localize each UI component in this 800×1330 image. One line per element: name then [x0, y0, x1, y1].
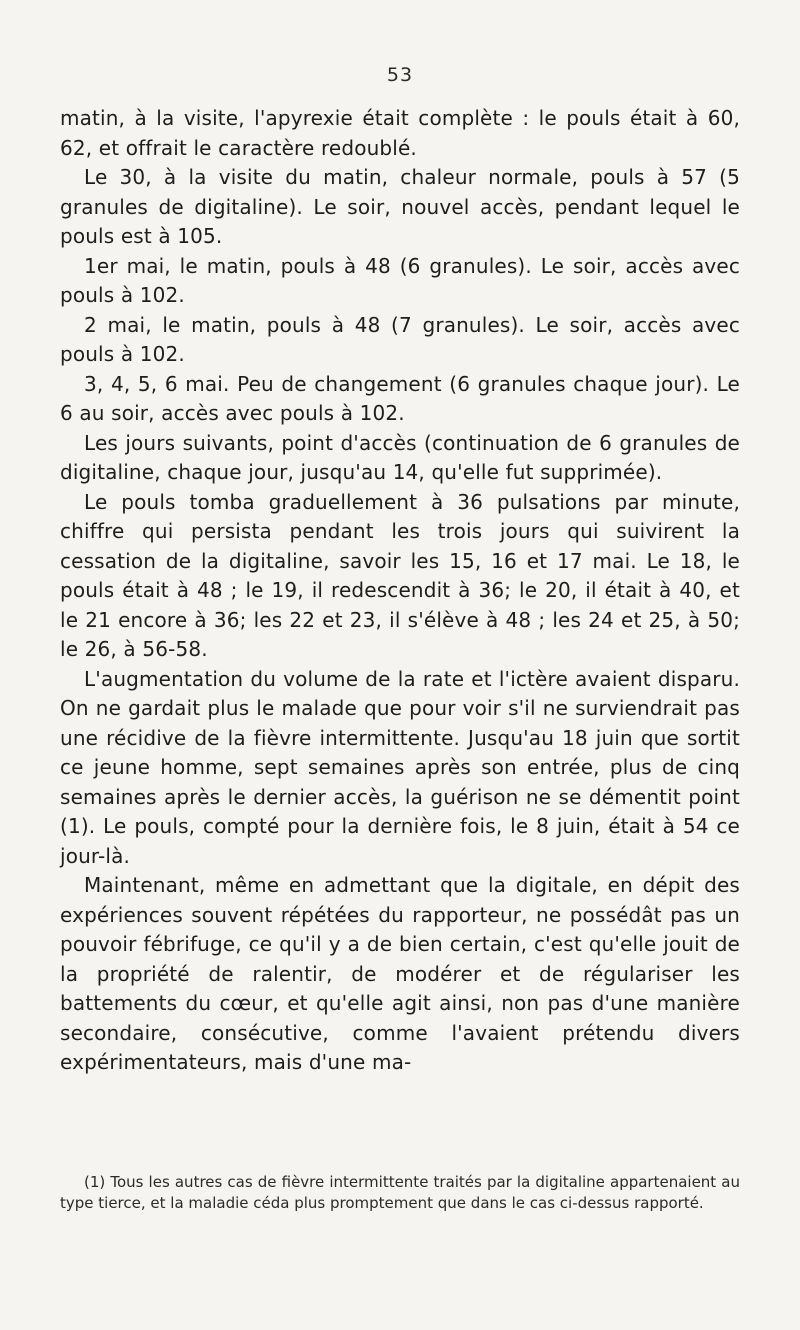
paragraph: 3, 4, 5, 6 mai. Peu de changement (6 granules chaque jour). Le 6 au soir, accès avec pouls à 102.	[60, 371, 740, 425]
paragraph: Le pouls tomba graduellement à 36 pulsations par minute, chiffre qui persista pendant les trois jours qui suivirent la cessation de la digitaline, savoir les 15, 16 et 17 mai. Le 18, le pouls était à 48 ; le 19, il redescendit à 36; le 20, il était à 40, et le 21 encore à 36; les 22 et 23, il s'élève à 48 ; les 24 et 25, à 50; le 26, à 56-58.	[60, 489, 740, 661]
page-number: 53	[386, 64, 414, 86]
paragraph: Maintenant, même en admettant que la digitale, en dépit des expériences souvent répétées du rapporteur, ne possédât pas un pouvoir fébrifuge, ce qu'il y a de bien certain, c'est qu'elle jouit de la propriété de ralentir, de modérer et de régulariser les battements du cœur, et qu'elle agit ainsi, non pas d'une manière secondaire, consécutive, comme l'avaient prétendu divers expérimentateurs, mais d'une ma-	[60, 873, 740, 1074]
paragraph: Le 30, à la visite du matin, chaleur normale, pouls à 57 (5 granules de digitaline). Le soir, nouvel accès, pendant lequel le pouls est à 105.	[60, 165, 740, 248]
paragraph: Les jours suivants, point d'accès (continuation de 6 granules de digitaline, chaque jour, jusqu'au 14, qu'elle fut supprimée).	[60, 430, 740, 484]
paragraph: 1er mai, le matin, pouls à 48 (6 granules). Le soir, accès avec pouls à 102.	[60, 253, 740, 307]
paragraph: L'augmentation du volume de la rate et l'ictère avaient disparu. On ne gardait plus le malade que pour voir s'il ne surviendrait pas une récidive de la fièvre intermittente. Jusqu'au 18 juin que sortit ce jeune homme, sept semaines après son entrée, plus de cinq semaines après le dernier accès, la guérison ne se démentit point (1). Le pouls, compté pour la dernière fois, le 8 juin, était à 54 ce jour-là.	[60, 666, 740, 868]
paragraph: 2 mai, le matin, pouls à 48 (7 granules). Le soir, accès avec pouls à 102.	[60, 312, 740, 366]
footnote	[60, 1172, 740, 1214]
main-text	[60, 104, 740, 1078]
paragraph: matin, à la visite, l'apyrexie était complète : le pouls était à 60, 62, et offrait le caractère redoublé.	[60, 106, 740, 160]
footnote-text: (1) Tous les autres cas de fièvre intermittente traités par la digitaline appartenaient au type tierce, et la maladie céda plus promptement que dans le cas ci-dessus rapporté.	[60, 1173, 740, 1212]
